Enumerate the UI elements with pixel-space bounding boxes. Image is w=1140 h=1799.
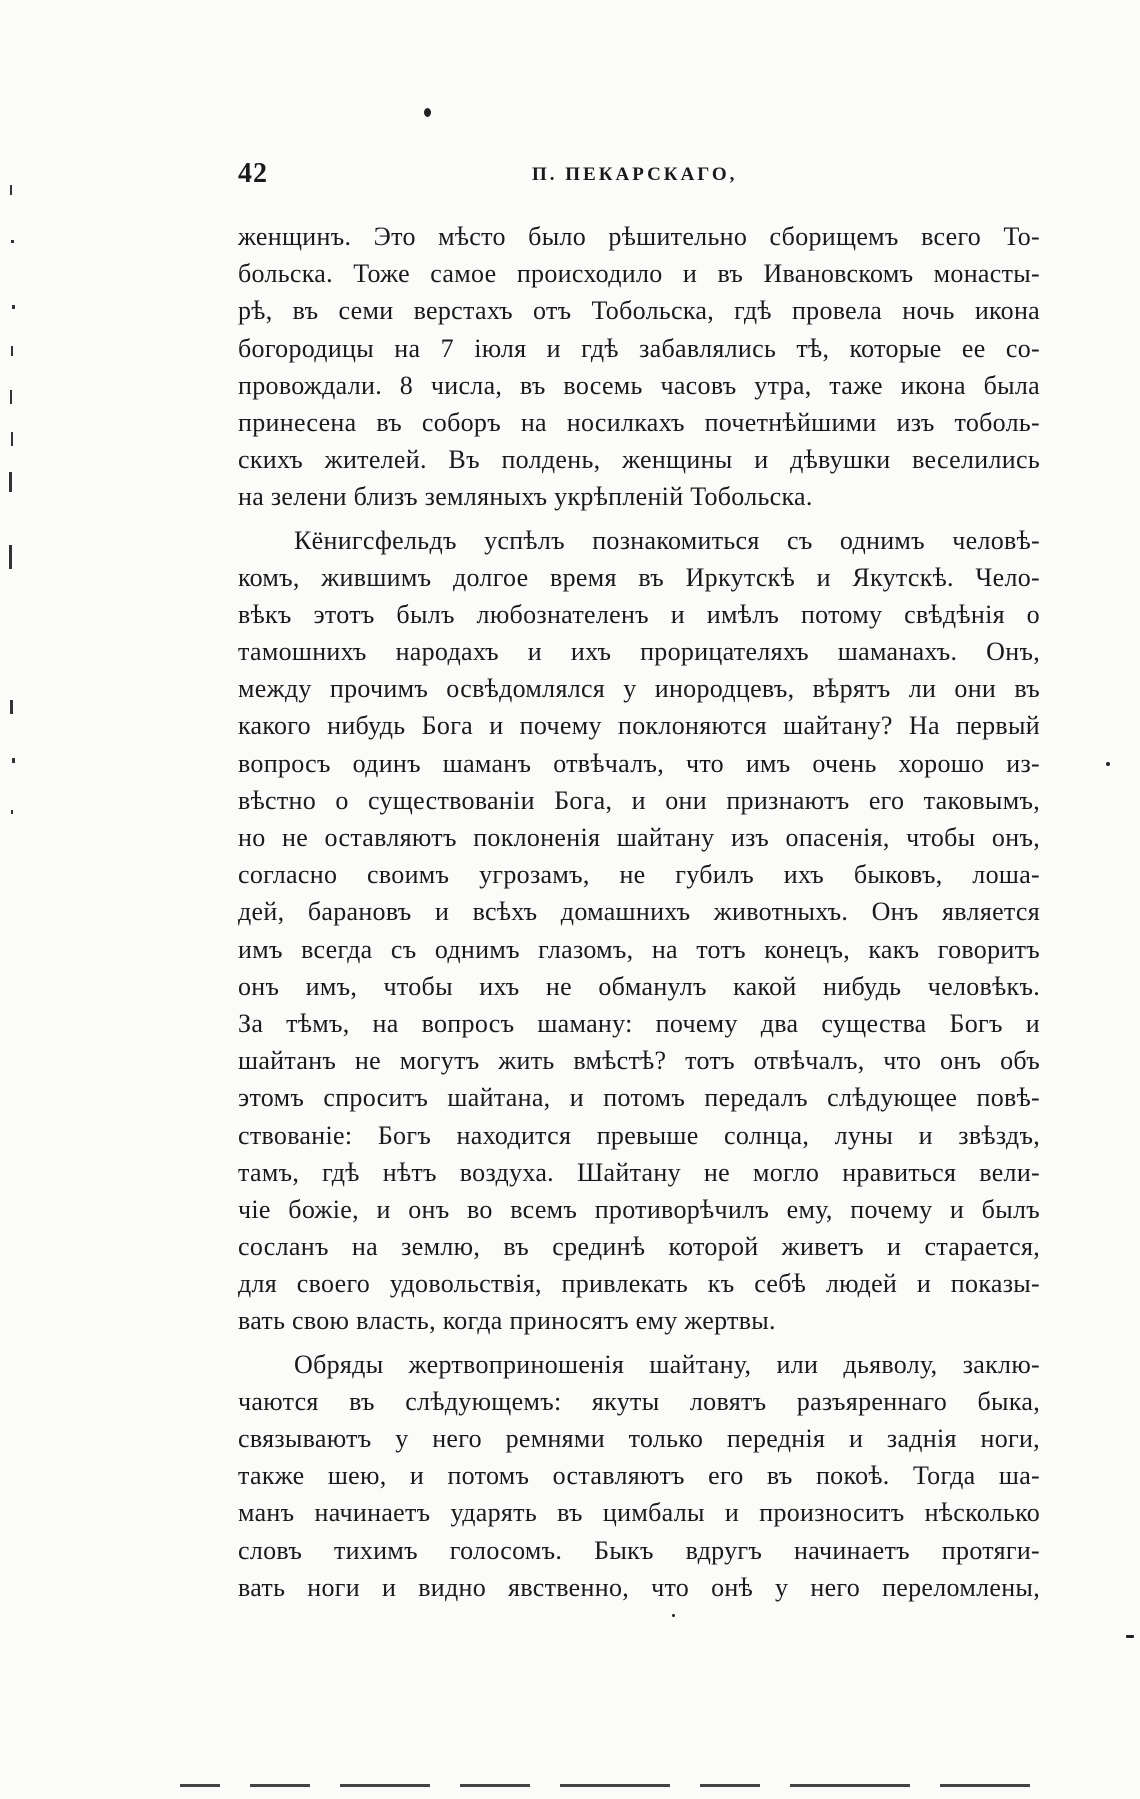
body-text [238,218,1040,1606]
margin-mark [12,758,15,763]
text-line: но не оставляютъ поклоненія шайтану изъ опасенія, чтобы онъ, [238,823,1040,852]
text-line: больска. Тоже самое происходило и въ Ивановскомъ монасты- [238,259,1040,289]
text-line: этомъ спроситъ шайтана, и потомъ передалъ слѣдующее повѣ- [238,1083,1040,1113]
text-line: тамъ, гдѣ нѣтъ воздуха. Шайтану не могло нравиться вели- [238,1157,1040,1187]
text-line: вать свою власть, когда приносятъ ему жертвы. [238,1306,776,1336]
text-line: принесена въ соборъ на носилкахъ почетнѣйшими изъ тоболь- [238,407,1040,437]
text-line: словъ тихимъ голосомъ. Быкъ вдругъ начинаетъ протяги- [238,1535,1040,1565]
margin-mark [11,432,13,446]
text-line: чіе божіе, и онъ во всемъ противорѣчилъ ему, почему и былъ [238,1194,1040,1224]
margin-mark [11,810,13,814]
ink-speck [672,1614,675,1617]
page-header [238,158,1040,198]
bleed-through-strip [180,1784,1040,1788]
text-line: тамошнихъ народахъ и ихъ прорицателяхъ шаманахъ. Онъ, [238,637,1040,667]
ink-speck [1126,1635,1134,1638]
text-line: ствованіе: Богъ находится превыше солнца, луны и звѣздъ, [238,1120,1040,1150]
text-line: имъ всегда съ однимъ глазомъ, на тотъ конецъ, какъ говоритъ [238,934,1040,964]
page-number: 42 [238,158,268,189]
text-line: вѣкъ этотъ былъ любознателенъ и имѣлъ потому свѣдѣнія о [238,599,1040,629]
text-line: также шею, и потомъ оставляютъ его въ покоѣ. Тогда ша- [238,1461,1040,1491]
margin-mark [9,472,12,492]
text-line: женщинъ. Это мѣсто было рѣшительно сборищемъ всего То- [238,222,1040,251]
text-line: связываютъ у него ремнями только переднія и заднія ноги, [238,1424,1040,1453]
margin-mark [9,545,12,569]
margin-mark [10,700,13,714]
text-line: богородицы на 7 іюля и гдѣ забавлялись тѣ, которые ее со- [238,333,1040,363]
text-line: согласно своимъ угрозамъ, не губилъ ихъ быковъ, лоша- [238,860,1040,890]
text-line: дей, барановъ и всѣхъ домашнихъ животныхъ. Онъ является [238,897,1040,927]
margin-mark [10,390,12,404]
margin-mark [10,185,12,195]
text-line: рѣ, въ семи верстахъ отъ Тобольска, гдѣ провела ночь икона [238,296,1040,326]
text-line: какого нибудь Бога и почему поклоняются шайтану? На первый [238,711,1040,741]
margin-mark [12,305,15,309]
text-line: между прочимъ освѣдомлялся у инородцевъ, вѣрятъ ли они въ [238,674,1040,704]
ink-speck [1106,762,1110,766]
text-line: сосланъ на землю, въ срединѣ которой живетъ и старается, [238,1232,1040,1262]
text-line: для своего удовольствія, привлекать къ себѣ людей и показы- [238,1269,1040,1299]
ink-speck [424,108,431,117]
text-line: комъ, жившимъ долгое время въ Иркутскѣ и Якутскѣ. Чело- [238,562,1040,592]
text-line: чаются въ слѣдующемъ: якуты ловятъ разъяреннаго быка, [238,1386,1040,1416]
text-line: онъ имъ, чтобы ихъ не обманулъ какой нибудь человѣкъ. [238,971,1040,1001]
text-line: шайтанъ не могутъ жить вмѣстѣ? тотъ отвѣчалъ, что онъ объ [238,1046,1040,1076]
text-line: скихъ жителей. Въ полдень, женщины и дѣвушки веселились [238,445,1040,475]
text-line: на зелени близъ земляныхъ укрѣпленій Тобольска. [238,482,813,512]
text-line: манъ начинаетъ ударять въ цимбалы и произноситъ нѣсколько [238,1498,1040,1528]
margin-mark [11,346,13,356]
text-line: провождали. 8 числа, въ восемь часовъ утра, таже икона была [238,370,1040,400]
text-line: вопросъ одинъ шаманъ отвѣчалъ, что имъ очень хорошо из- [238,748,1040,778]
text-line: За тѣмъ, на вопросъ шаману: почему два существа Богъ и [238,1008,1040,1038]
paragraph-first-line: Кёнигсфельдъ успѣлъ познакомиться съ однимъ человѣ- [294,525,1040,555]
text-line: вать ноги и видно явственно, что онѣ у него переломлены, [238,1572,1040,1602]
margin-mark [11,240,14,243]
running-head: П. ПЕКАРСКАГО, [532,164,738,185]
paragraph-first-line: Обряды жертвоприношенія шайтану, или дьяволу, заклю- [294,1349,1040,1379]
text-line: вѣстно о существованіи Бога, и они признаютъ его таковымъ, [238,785,1040,815]
